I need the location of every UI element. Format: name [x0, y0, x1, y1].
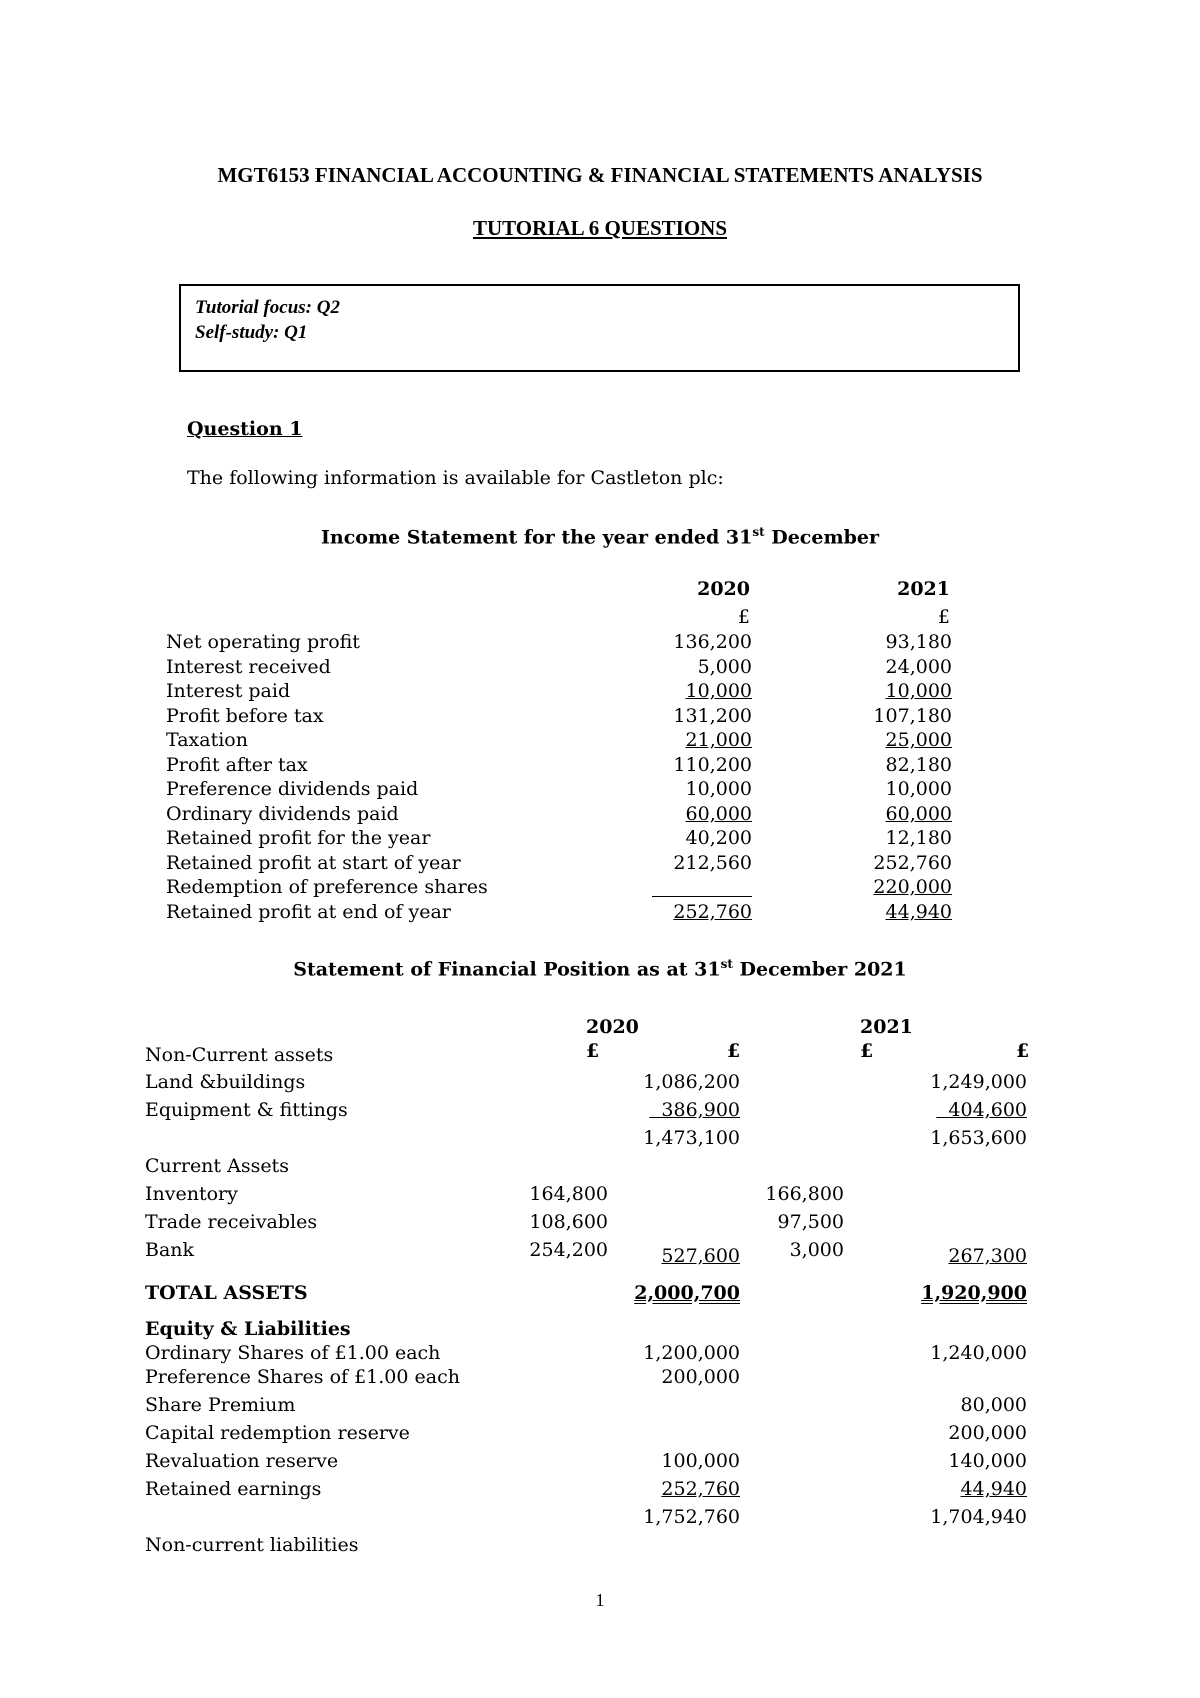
- receivables-2020: 108,600: [529, 1211, 608, 1233]
- equipment-2020: 386,900: [661, 1099, 740, 1121]
- self-study: Self-study: Q1: [195, 322, 308, 343]
- is-value-2020: 60,000: [685, 803, 752, 825]
- is-currency-2020: £: [737, 606, 750, 628]
- ordinary-shares-label: Ordinary Shares of £1.00 each: [145, 1342, 441, 1364]
- sofp-currency-2021-b: £: [1016, 1040, 1030, 1062]
- preference-shares-label: Preference Shares of £1.00 each: [145, 1366, 460, 1388]
- is-value-2021: 25,000: [885, 729, 952, 751]
- is-year-2021: 2021: [897, 578, 950, 600]
- tutorial-focus: Tutorial focus: Q2: [195, 297, 340, 318]
- sofp-currency-2020-b: £: [727, 1040, 741, 1062]
- is-value-2020: 131,200: [673, 705, 752, 727]
- ca-total-2020: 527,600: [661, 1245, 740, 1267]
- is-value-2021: 82,180: [885, 754, 952, 776]
- is-row-label: Retained profit at end of year: [166, 901, 451, 923]
- sofp-year-2021: 2021: [860, 1016, 913, 1038]
- is-value-2021: 220,000: [873, 876, 952, 898]
- preference-2020: 200,000: [661, 1366, 740, 1388]
- is-value-2021: 252,760: [873, 852, 952, 874]
- equity-total-2020: 1,752,760: [643, 1506, 740, 1528]
- question-title: Question 1: [187, 418, 303, 440]
- page-number: 1: [595, 1590, 605, 1610]
- capital-redemption-label: Capital redemption reserve: [145, 1422, 410, 1444]
- tutorial-title: TUTORIAL 6 QUESTIONS: [472, 216, 728, 240]
- bank-2020: 254,200: [529, 1239, 608, 1261]
- equipment-label: Equipment & fittings: [145, 1099, 348, 1121]
- is-value-2021: 24,000: [885, 656, 952, 678]
- is-value-2021: 107,180: [873, 705, 952, 727]
- retained-2020: 252,760: [661, 1478, 740, 1500]
- is-value-2020: [610, 876, 752, 902]
- land-label: Land &buildings: [145, 1071, 306, 1093]
- sofp-title: Statement of Financial Position as at 31st December 2021: [293, 957, 907, 981]
- land-2020: 1,086,200: [643, 1071, 740, 1093]
- receivables-2021: 97,500: [777, 1211, 844, 1233]
- bank-2021: 3,000: [789, 1239, 844, 1261]
- non-current-liabilities-heading: Non-current liabilities: [145, 1534, 359, 1556]
- course-title: MGT6153 FINANCIAL ACCOUNTING & FINANCIAL STATEMENTS ANALYSIS: [217, 163, 983, 187]
- tutorial-title-wrap: [0, 216, 1200, 241]
- is-row-label: Interest received: [166, 656, 331, 678]
- income-statement-title: Income Statement for the year ended 31st December: [321, 525, 879, 549]
- ca-total-2021: 267,300: [948, 1245, 1027, 1267]
- land-2021: 1,249,000: [930, 1071, 1027, 1093]
- inventory-2021: 166,800: [765, 1183, 844, 1205]
- is-row-label: Taxation: [166, 729, 248, 751]
- is-row-label: Preference dividends paid: [166, 778, 419, 800]
- nca-total-2020: 1,473,100: [643, 1127, 740, 1149]
- is-value-2021: 10,000: [885, 778, 952, 800]
- bank-label: Bank: [145, 1239, 195, 1261]
- sofp-currency-2021-a: £: [860, 1040, 874, 1062]
- sofp-year-2020: 2020: [586, 1016, 639, 1038]
- nca-total-2021: 1,653,600: [930, 1127, 1027, 1149]
- is-row-label: Retained profit for the year: [166, 827, 431, 849]
- is-value-2020: 10,000: [685, 778, 752, 800]
- is-row-label: Redemption of preference shares: [166, 876, 488, 898]
- is-value-2020: 212,560: [673, 852, 752, 874]
- sofp-currency-2020-a: £: [586, 1040, 600, 1062]
- total-assets-label: TOTAL ASSETS: [145, 1282, 308, 1304]
- focus-box: [179, 284, 1020, 372]
- is-row-label: Net operating profit: [166, 631, 360, 653]
- equipment-2021: 404,600: [948, 1099, 1027, 1121]
- equity-heading: Equity & Liabilities: [145, 1318, 351, 1340]
- retained-2021: 44,940: [960, 1478, 1027, 1500]
- is-value-2020: 21,000: [685, 729, 752, 751]
- is-value-2021: 10,000: [885, 680, 952, 702]
- revaluation-label: Revaluation reserve: [145, 1450, 339, 1472]
- is-value-2020: 252,760: [673, 901, 752, 923]
- is-value-2021: 44,940: [885, 901, 952, 923]
- is-row-label: Retained profit at start of year: [166, 852, 461, 874]
- is-value-2021: 60,000: [885, 803, 952, 825]
- inventory-label: Inventory: [145, 1183, 238, 1205]
- is-row-label: Interest paid: [166, 680, 291, 702]
- is-row-label: Profit before tax: [166, 705, 324, 727]
- is-row-label: Ordinary dividends paid: [166, 803, 399, 825]
- is-value-2021: 93,180: [885, 631, 952, 653]
- premium-2021: 80,000: [960, 1394, 1027, 1416]
- ordinary-2020: 1,200,000: [643, 1342, 740, 1364]
- is-value-2020: 110,200: [673, 754, 752, 776]
- is-value-2020: 136,200: [673, 631, 752, 653]
- current-assets-heading: Current Assets: [145, 1155, 289, 1177]
- is-value-2020: 10,000: [685, 680, 752, 702]
- is-value-2020: 40,200: [685, 827, 752, 849]
- is-year-2020: 2020: [697, 578, 750, 600]
- receivables-label: Trade receivables: [145, 1211, 318, 1233]
- capital-redemption-2021: 200,000: [948, 1422, 1027, 1444]
- is-value-2020: 5,000: [697, 656, 752, 678]
- equity-total-2021: 1,704,940: [930, 1506, 1027, 1528]
- non-current-assets-heading: Non-Current assets: [145, 1044, 334, 1066]
- ordinary-2021: 1,240,000: [930, 1342, 1027, 1364]
- retained-earnings-label: Retained earnings: [145, 1478, 322, 1500]
- is-value-2021: 12,180: [885, 827, 952, 849]
- total-assets-2020: 2,000,700: [634, 1282, 740, 1304]
- question-intro: The following information is available for Castleton plc:: [187, 467, 724, 489]
- is-currency-2021: £: [937, 606, 950, 628]
- revaluation-2020: 100,000: [661, 1450, 740, 1472]
- is-row-label: Profit after tax: [166, 754, 308, 776]
- total-assets-2021: 1,920,900: [921, 1282, 1027, 1304]
- revaluation-2021: 140,000: [948, 1450, 1027, 1472]
- share-premium-label: Share Premium: [145, 1394, 296, 1416]
- inventory-2020: 164,800: [529, 1183, 608, 1205]
